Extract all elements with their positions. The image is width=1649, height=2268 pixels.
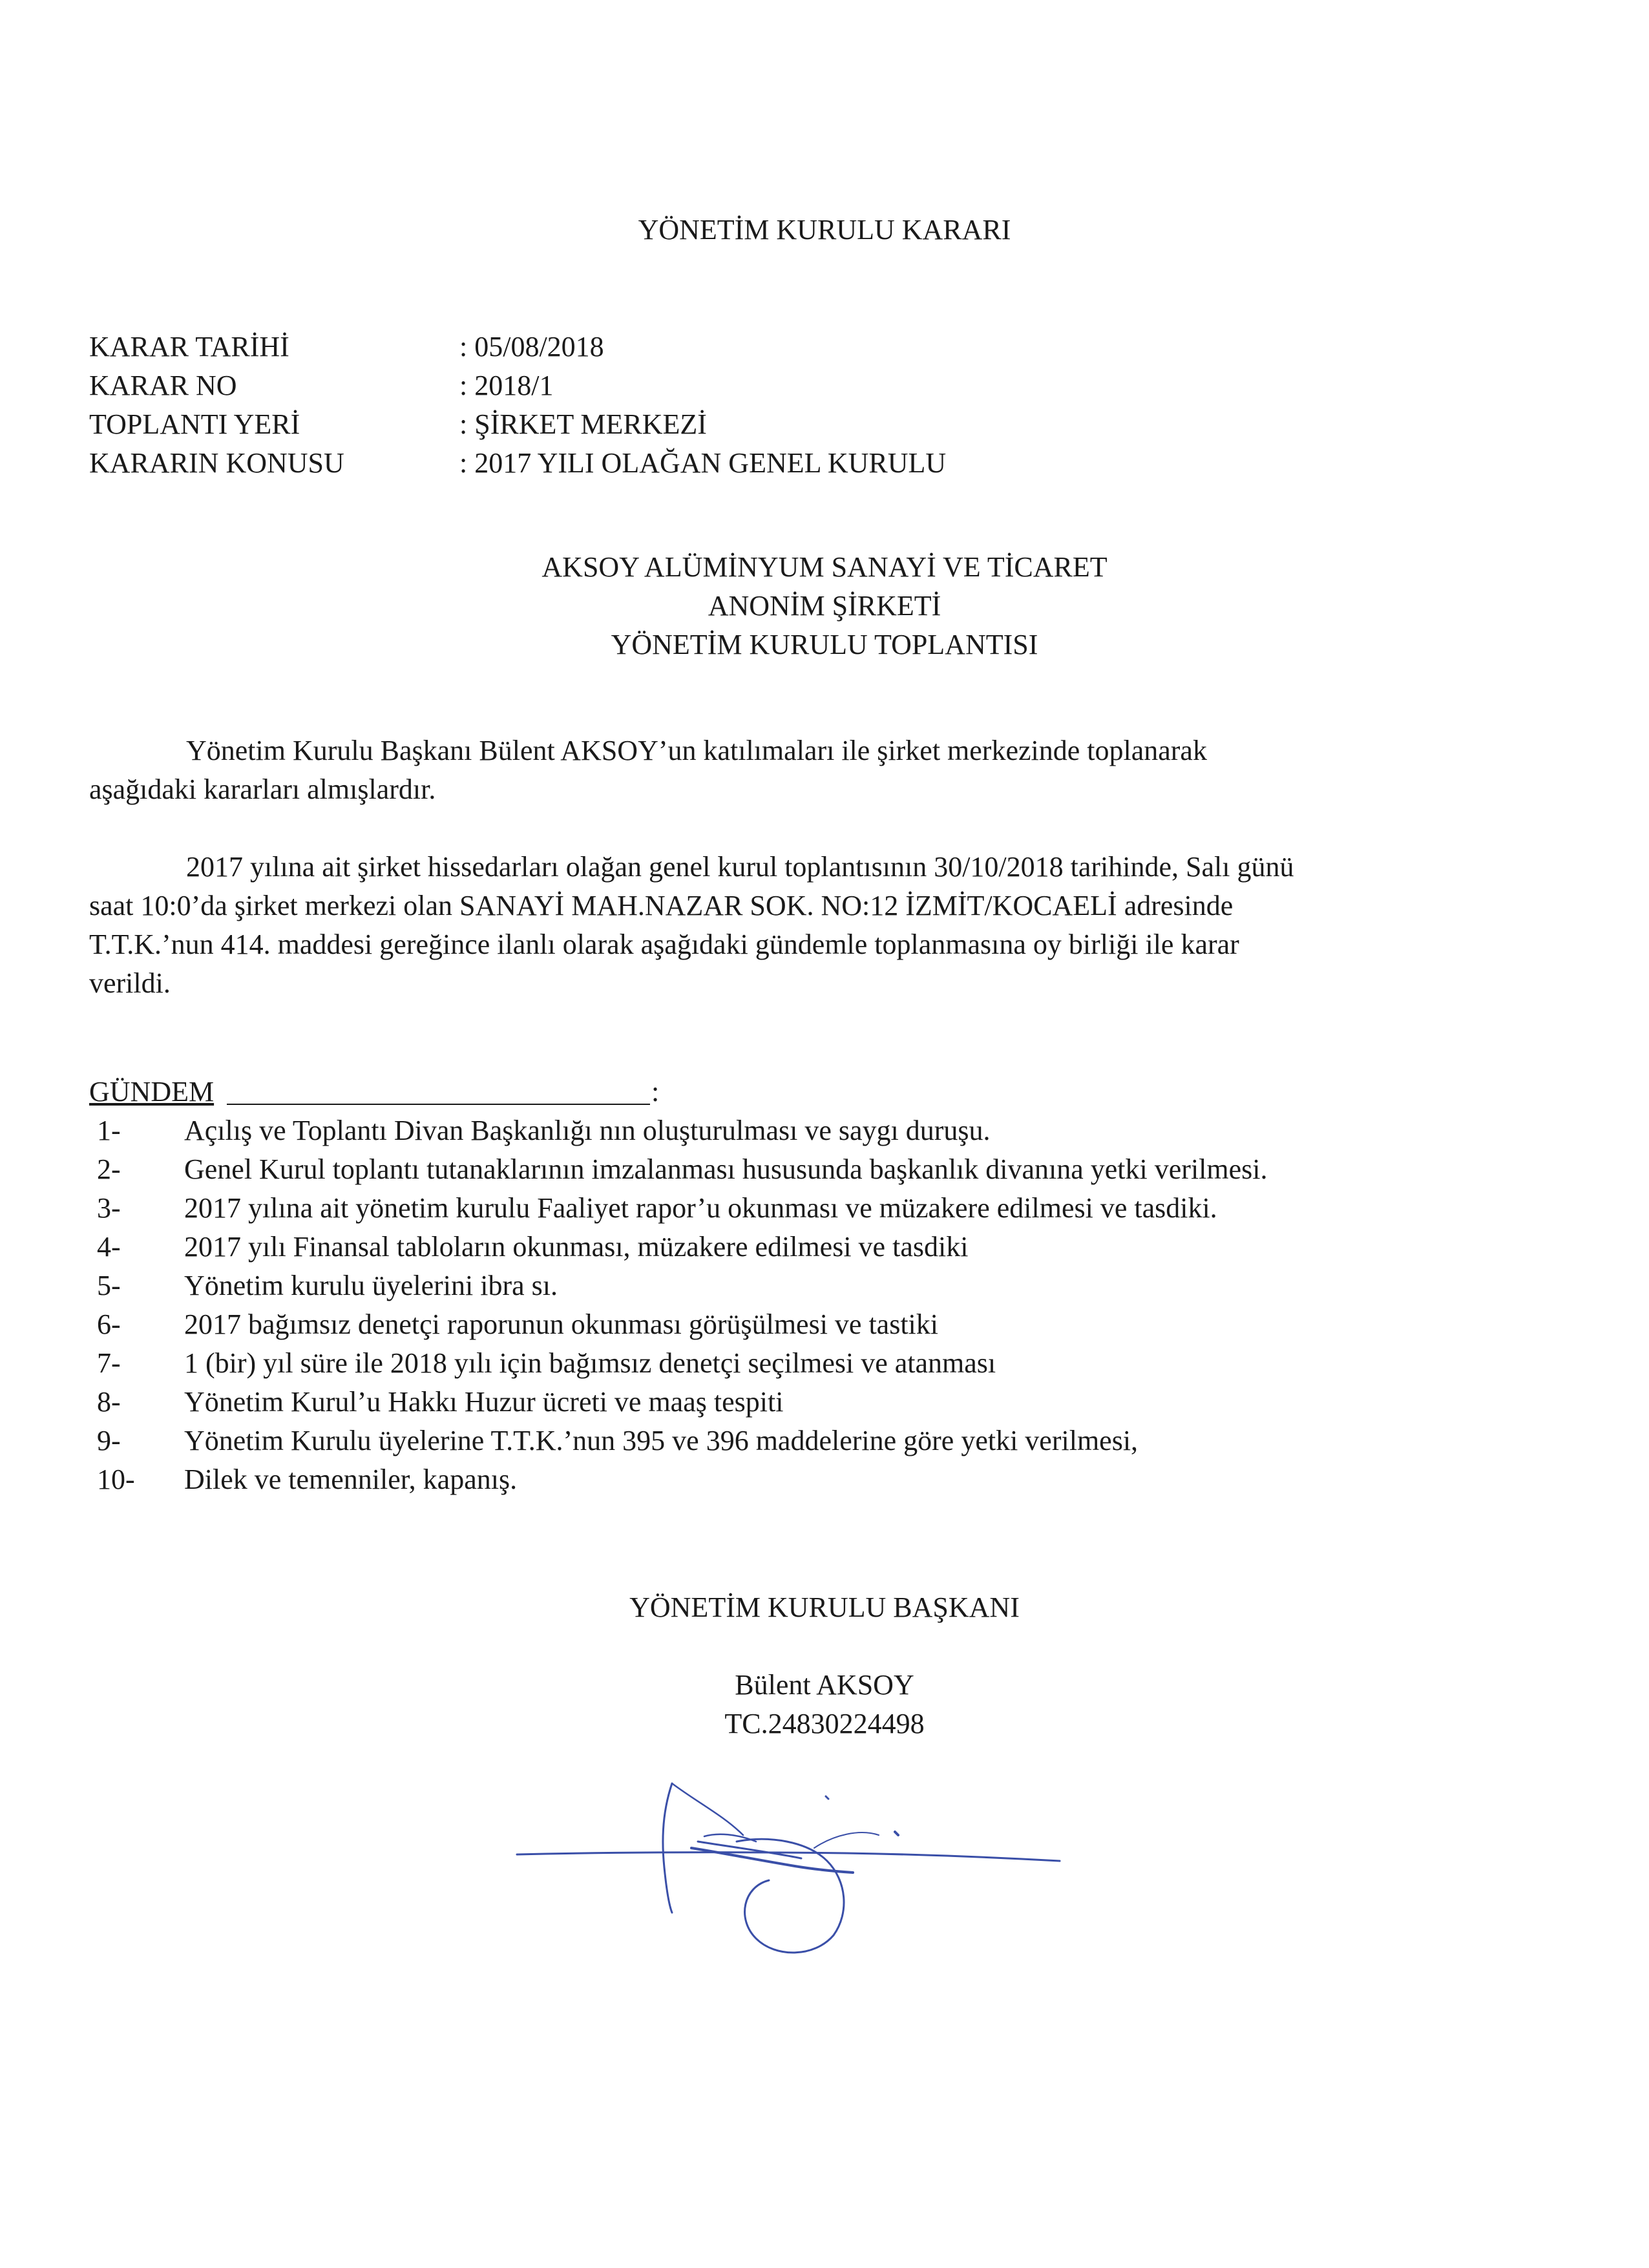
meta-label: TOPLANTI YERİ	[89, 408, 300, 440]
agenda-item	[97, 1189, 1583, 1228]
agenda-item-text: Yönetim Kurul’u Hakkı Huzur ücreti ve maaş tespiti	[184, 1386, 784, 1418]
agenda-item-text: Yönetim kurulu üyelerini ibra sı.	[184, 1270, 558, 1301]
meta-row-number	[89, 366, 1123, 405]
agenda-item-text: Genel Kurul toplantı tutanaklarının imzalanması hususunda başkanlık divanına yetki verilmesi.	[184, 1153, 1268, 1185]
agenda-item-text: 2017 yılına ait yönetim kurulu Faaliyet rapor’u okunması ve müzakere edilmesi ve tasdiki.	[184, 1192, 1217, 1224]
paragraph2-line2: saat 10:0’da şirket merkezi olan SANAYİ MAH.NAZAR SOK. NO:12 İZMİT/KOCAELİ adresinde	[89, 890, 1234, 921]
document-title: YÖNETİM KURULU KARARI	[638, 214, 1011, 246]
agenda-item	[97, 1150, 1583, 1189]
agenda-item-number: 3-	[97, 1192, 121, 1224]
agenda-heading-colon: :	[651, 1076, 660, 1108]
agenda-item-number: 8-	[97, 1386, 121, 1418]
agenda-item-text: 2017 yılı Finansal tabloların okunması, müzakere edilmesi ve tasdiki	[184, 1231, 969, 1263]
meta-value: : ŞİRKET MERKEZİ	[459, 408, 707, 440]
signatory-name: Bülent AKSOY	[735, 1669, 914, 1701]
meeting-title: YÖNETİM KURULU TOPLANTISI	[611, 629, 1038, 660]
agenda-item-text: Yönetim Kurulu üyelerine T.T.K.’nun 395 ve 396 maddelerine göre yetki verilmesi,	[184, 1425, 1139, 1456]
agenda-item	[97, 1383, 1583, 1422]
meta-row-subject	[89, 444, 1123, 483]
agenda-heading-row	[89, 1073, 671, 1111]
agenda-item	[97, 1460, 1583, 1499]
company-name-line2: ANONİM ŞİRKETİ	[708, 590, 941, 622]
agenda-item	[97, 1305, 1583, 1344]
paragraph2-line3: T.T.K.’nun 414. maddesi gereğince ilanlı olarak aşağıdaki gündemle toplanmasına oy birliği ile karar	[89, 929, 1239, 960]
agenda-item-number: 9-	[97, 1425, 121, 1456]
meta-value: : 2018/1	[459, 370, 554, 401]
agenda-item-text: 1 (bir) yıl süre ile 2018 yılı için bağımsız denetçi seçilmesi ve atanması	[184, 1347, 996, 1379]
meta-value: : 2017 YILI OLAĞAN GENEL KURULU	[459, 447, 947, 479]
meta-label: KARAR NO	[89, 370, 237, 401]
meta-label: KARAR TARİHİ	[89, 331, 289, 362]
signatory-role: YÖNETİM KURULU BAŞKANI	[629, 1591, 1020, 1623]
agenda-item-number: 10-	[97, 1464, 135, 1495]
agenda-item	[97, 1344, 1583, 1383]
paragraph1-line2: aşağıdaki kararları almışlardır.	[89, 773, 436, 805]
meta-label: KARARIN KONUSU	[89, 447, 344, 479]
agenda-item-text: Açılış ve Toplantı Divan Başkanlığı nın oluşturulması ve saygı duruşu.	[184, 1115, 991, 1146]
paragraph2-line1: 2017 yılına ait şirket hissedarları olağan genel kurul toplantısının 30/10/2018 tarihinde, Salı günü	[186, 851, 1294, 883]
paragraph2-line4: verildi.	[89, 967, 171, 999]
agenda-item-number: 5-	[97, 1270, 121, 1301]
handwritten-signature	[510, 1745, 1066, 1964]
meta-value: : 05/08/2018	[459, 331, 604, 362]
agenda-item-number: 1-	[97, 1115, 121, 1146]
agenda-heading-rule	[227, 1104, 650, 1105]
agenda-item	[97, 1111, 1583, 1150]
agenda-item	[97, 1422, 1583, 1460]
signatory-id: TC.24830224498	[724, 1708, 925, 1739]
paragraph1-line1: Yönetim Kurulu Başkanı Bülent AKSOY’un katılımaları ile şirket merkezinde toplanarak	[186, 735, 1207, 766]
meta-row-location	[89, 405, 1123, 444]
agenda-item	[97, 1228, 1583, 1266]
agenda-item-number: 4-	[97, 1231, 121, 1263]
agenda-item-number: 2-	[97, 1153, 121, 1185]
agenda-item-text: 2017 bağımsız denetçi raporunun okunması görüşülmesi ve tastiki	[184, 1308, 939, 1340]
agenda-item-number: 6-	[97, 1308, 121, 1340]
agenda-item-number: 7-	[97, 1347, 121, 1379]
agenda-item	[97, 1266, 1583, 1305]
company-name-line1: AKSOY ALÜMİNYUM SANAYİ VE TİCARET	[541, 551, 1108, 583]
agenda-item-text: Dilek ve temenniler, kapanış.	[184, 1464, 518, 1495]
agenda-heading: GÜNDEM	[89, 1076, 215, 1108]
meta-row-date	[89, 328, 1123, 366]
